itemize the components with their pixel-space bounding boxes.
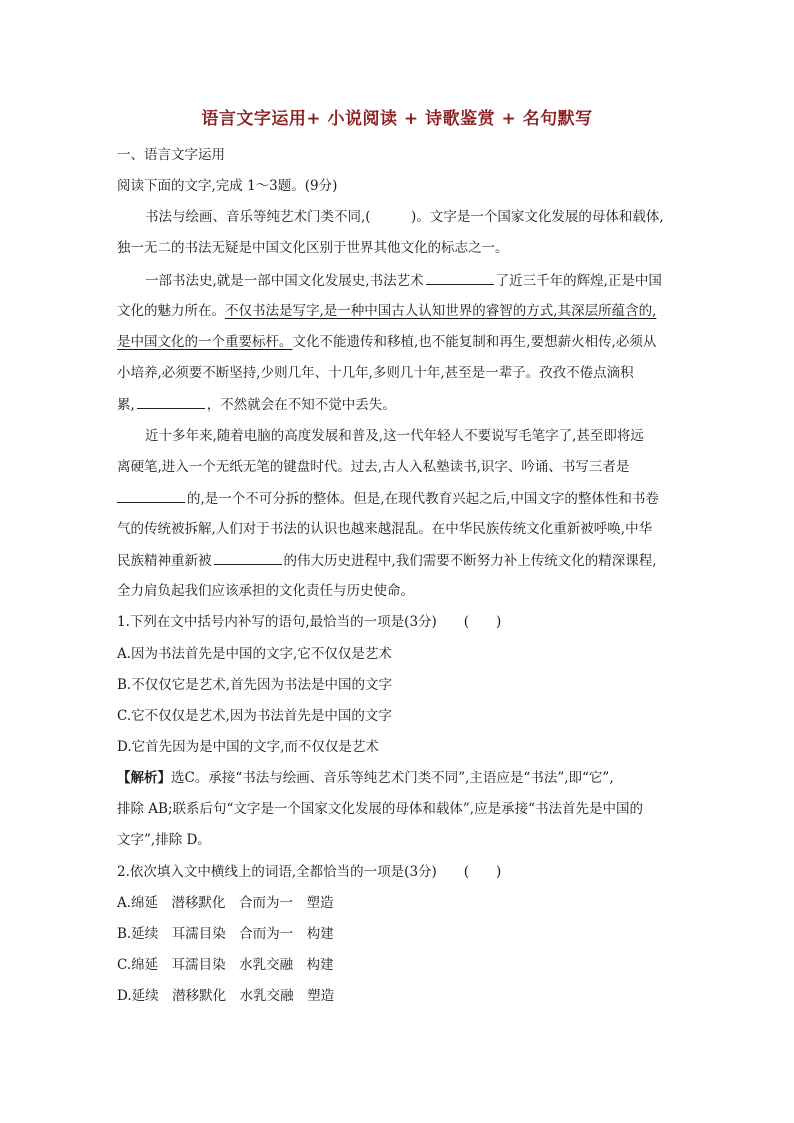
passage-line: 全力肩负起我们应该承担的文化责任与历史使命。 — [117, 583, 414, 599]
passage-text: 一部书法史,就是一部中国文化发展史,书法艺术 — [145, 273, 424, 289]
q1-option-a: A.因为书法首先是中国的文字,它不仅仅是艺术 — [117, 646, 392, 662]
underlined-sentence: 不仅书法是写字,是一种中国古人认知世界的睿智的方式,其深层所蕴含的, — [225, 303, 657, 319]
passage-line: 近十多年来,随着电脑的高度发展和普及,这一代年轻人不要说写毛笔字了,甚至即将远 — [145, 428, 644, 444]
passage-line: 小培养,必须要不断坚持,少则几年、十几年,多则几十年,甚至是一辈子。孜孜不倦点滴积 — [117, 365, 634, 381]
q2-option-c: C.绵延 耳濡目染 水乳交融 构建 — [117, 957, 334, 973]
q2-option-d: D.延续 潜移默化 水乳交融 塑造 — [117, 988, 335, 1004]
q1-option-b: B.不仅仅它是艺术,首先因为书法是中国的文字 — [117, 677, 393, 693]
q1-analysis-line: 文字”,排除 D。 — [117, 832, 211, 848]
passage-line: 离硬笔,进入一个无纸无笔的键盘时代。过去,古人入私塾读书,识字、吟诵、书写三者是 — [117, 459, 630, 475]
passage-line — [117, 395, 396, 414]
passage-line — [117, 302, 656, 320]
passage-line: 书法与绘画、音乐等纯艺术门类不同,( )。文字是一个国家文化发展的母体和载体, — [145, 209, 664, 225]
passage-text: 了近三千年的辉煌,正是中国 — [495, 273, 662, 289]
passage-text: 文化的魅力所在。 — [117, 303, 225, 319]
passage-line — [117, 489, 659, 508]
q1-option-d: D.它首先因为是中国的文字,而不仅仅是艺术 — [117, 739, 379, 755]
q2-option-b: B.延续 耳濡目染 合而为一 构建 — [117, 926, 334, 942]
passage-line — [117, 333, 656, 351]
passage-text: 的,是一个不可分拆的整体。但是,在现代教育兴起之后,中国文字的整体性和书卷 — [187, 491, 659, 507]
passage-line — [145, 271, 662, 290]
analysis-label: 【解析】 — [117, 770, 171, 786]
fill-blank-2 — [137, 395, 205, 409]
fill-blank-4 — [214, 551, 282, 565]
passage-text: 累, — [117, 397, 135, 413]
question-1-stem: 1.下列在文中括号内补写的语句,最恰当的一项是(3分) ( ) — [117, 614, 502, 630]
passage-line: 气的传统被拆解,人们对于书法的认识也越来越混乱。在中华民族传统文化重新被呼唤,中华 — [117, 521, 653, 537]
q1-analysis-line: 排除 AB;联系后句“文字是一个国家文化发展的母体和载体”,应是承接“书法首先是中国的 — [117, 801, 644, 817]
page-title: 语言文字运用+ 小说阅读 + 诗歌鉴赏 + 名句默写 — [201, 109, 593, 129]
passage-line: 独一无二的书法无疑是中国文化区别于世界其他文化的标志之一。 — [117, 240, 509, 256]
question-2-stem: 2.依次填入文中横线上的词语,全都恰当的一项是(3分) ( ) — [117, 864, 502, 880]
passage-text: 的伟大历史进程中,我们需要不断努力补上传统文化的精深课程, — [283, 553, 657, 569]
section-heading: 一、语言文字运用 — [117, 147, 225, 163]
passage-text: 民族精神重新被 — [117, 553, 212, 569]
fill-blank-1 — [426, 271, 494, 285]
q2-option-a: A.绵延 潜移默化 合而为一 塑造 — [117, 895, 334, 911]
underlined-sentence: 是中国文化的一个重要标杆。 — [117, 334, 293, 350]
fill-blank-3 — [117, 489, 185, 503]
instruction: 阅读下面的文字,完成 1～3题。(9分) — [117, 178, 338, 194]
q1-analysis-line — [117, 769, 614, 787]
passage-text: ，不然就会在不知不觉中丢失。 — [206, 397, 396, 413]
analysis-text: 选C。承接“书法与绘画、音乐等纯艺术门类不同”,主语应是“书法”,即“它”, — [171, 770, 614, 786]
passage-line — [117, 551, 657, 570]
passage-text: 文化不能遗传和移植,也不能复制和再生,要想薪火相传,必须从 — [292, 334, 657, 350]
q1-option-c: C.它不仅仅是艺术,因为书法首先是中国的文字 — [117, 708, 392, 724]
